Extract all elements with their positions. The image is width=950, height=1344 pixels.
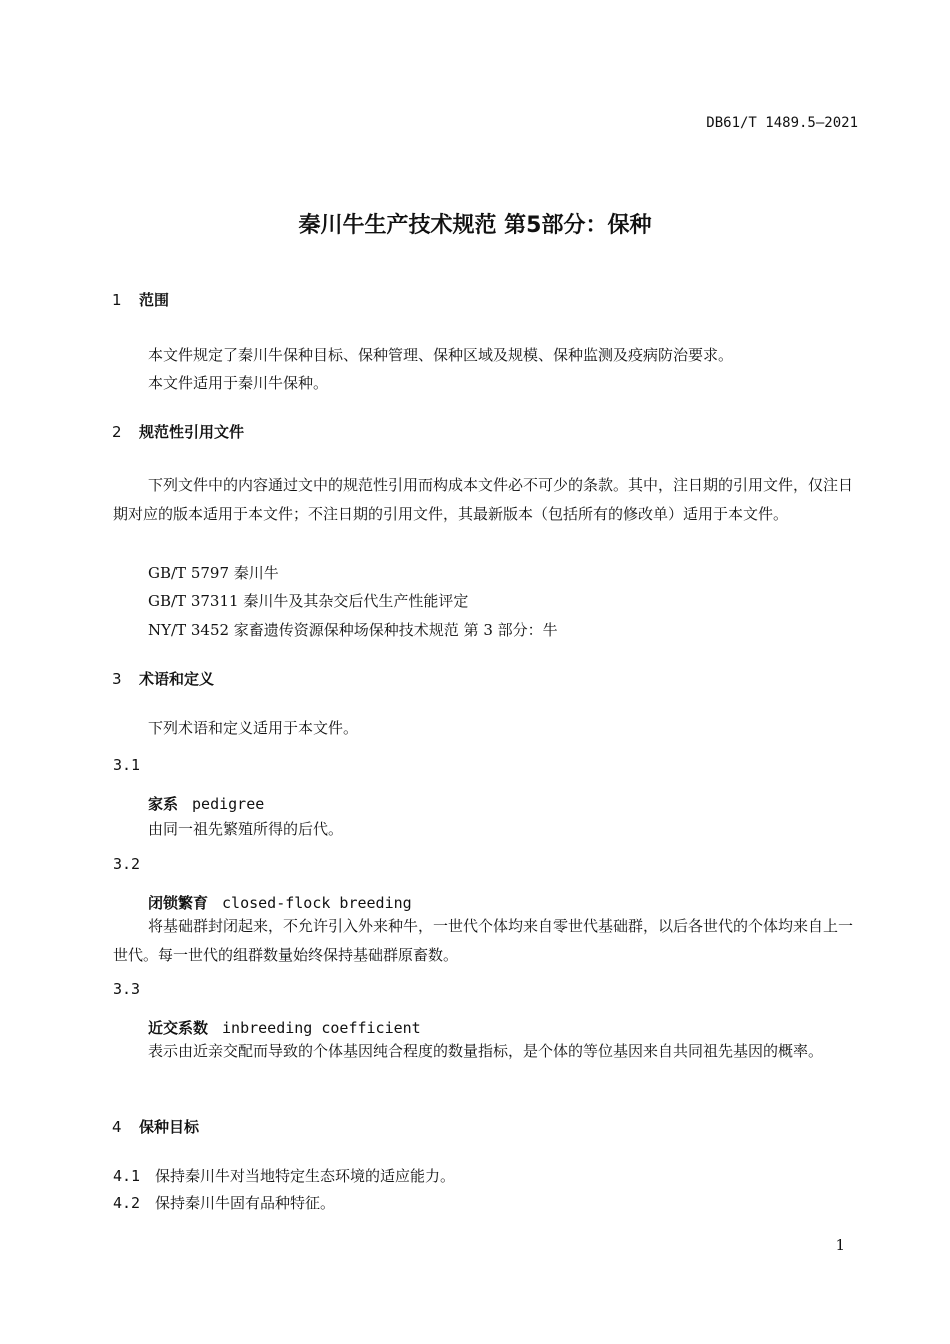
section-2-heading [112, 421, 244, 442]
section-number: 4 [112, 1118, 122, 1136]
term-number: 3.1 [113, 756, 141, 774]
term-heading [148, 892, 412, 913]
section-title: 保种目标 [139, 1118, 200, 1136]
standard-code: DB61/T 1489.5—2021 [706, 115, 858, 131]
term-number: 3.3 [113, 980, 141, 998]
section-3-heading [112, 668, 214, 689]
reference-item: GB/T 5797 秦川牛 [148, 564, 279, 582]
term-definition: 由同一祖先繁殖所得的后代。 [148, 820, 344, 838]
reference-item: GB/T 37311 秦川牛及其杂交后代生产性能评定 [148, 592, 469, 610]
paragraph: 本文件规定了秦川牛保种目标、保种管理、保种区域及规模、保种监测及疫病防治要求。 [148, 346, 734, 364]
term-zh: 闭锁繁育 [148, 894, 209, 912]
section-number: 3 [112, 670, 122, 688]
item-number: 4.1 [113, 1167, 141, 1185]
page-number: 1 [835, 1236, 845, 1254]
term-heading [148, 793, 264, 814]
list-item [113, 1165, 455, 1186]
term-zh: 家系 [148, 795, 179, 813]
term-en: pedigree [192, 795, 265, 813]
item-text: 保持秦川牛对当地特定生态环境的适应能力。 [155, 1167, 456, 1185]
section-number: 2 [112, 423, 122, 441]
section-4-heading [112, 1116, 199, 1137]
document-title: 秦川牛生产技术规范 第5部分：保种 [298, 213, 652, 238]
term-number: 3.2 [113, 855, 141, 873]
item-text: 保持秦川牛固有品种特征。 [155, 1194, 336, 1212]
item-number: 4.2 [113, 1194, 141, 1212]
section-1-heading [112, 289, 169, 310]
paragraph: 下列文件中的内容通过文中的规范性引用而构成本文件必不可少的条款。其中，注日期的引用文件，仅注日期对应的版本适用于本文件；不注日期的引用文件，其最新版本（包括所有的修改单）适用于本文件。 [113, 476, 854, 523]
term-en: inbreeding coefficient [222, 1019, 421, 1037]
term-definition: 将基础群封闭起来，不允许引入外来种牛，一世代个体均来自零世代基础群，以后各世代的个体均来自上一世代。每一世代的组群数量始终保持基础群原畜数。 [113, 917, 854, 964]
section-number: 1 [112, 291, 122, 309]
term-definition: 表示由近亲交配而导致的个体基因纯合程度的数量指标，是个体的等位基因来自共同祖先基因的概率。 [148, 1042, 824, 1060]
term-heading [148, 1017, 421, 1038]
paragraph: 本文件适用于秦川牛保种。 [148, 374, 329, 392]
list-item [113, 1192, 335, 1213]
section-title: 术语和定义 [139, 670, 215, 688]
paragraph: 下列术语和定义适用于本文件。 [148, 719, 359, 737]
section-title: 规范性引用文件 [139, 423, 245, 441]
term-en: closed-flock breeding [222, 894, 412, 912]
section-title: 范围 [139, 291, 170, 309]
reference-item: NY/T 3452 家畜遗传资源保种场保种技术规范 第 3 部分：牛 [148, 621, 558, 639]
term-zh: 近交系数 [148, 1019, 209, 1037]
